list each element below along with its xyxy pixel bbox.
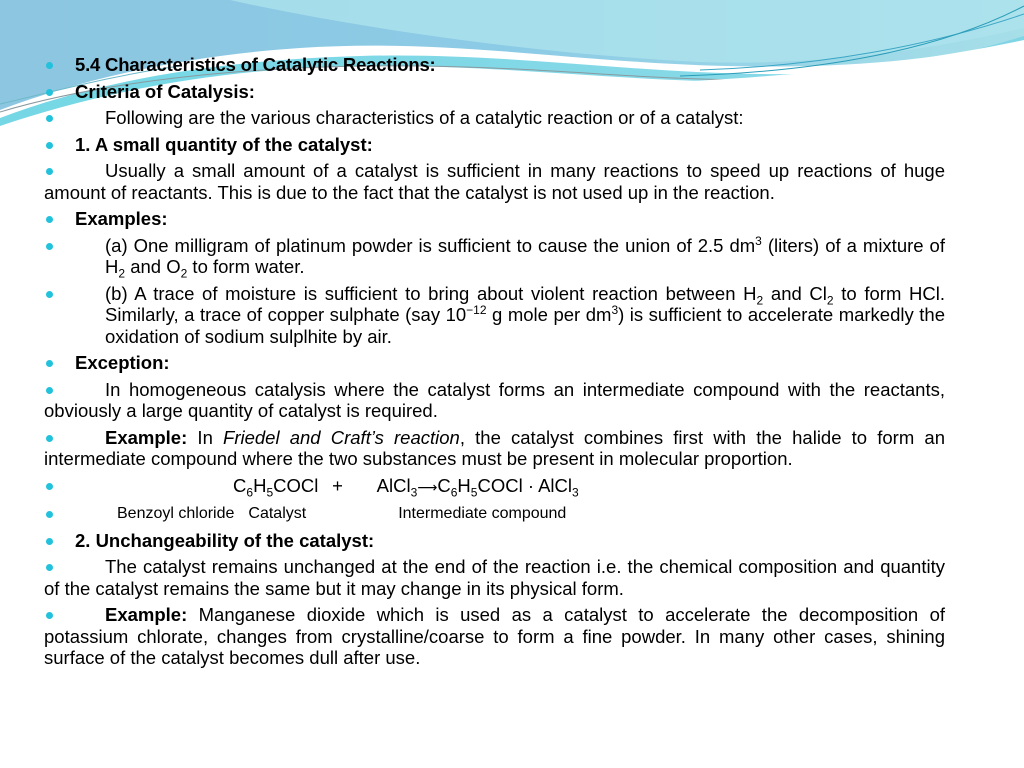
exception-label: Exception: <box>44 352 945 374</box>
example-a: (a) One milligram of platinum powder is sufficient to cause the union of 2.5 $dm^3$ (liters) of a mixture of $H_2$ and $O_2$ to form water. <box>44 235 945 278</box>
friedel-crafts-example: Example: In Friedel and Craft’s reaction, the catalyst combines first with the halide to form an intermediate compound where the two substances must be present in molecular proportion. <box>44 426 945 469</box>
section2-paragraph: The catalyst remains unchanged at the end of the reaction i.e. the chemical composition and quantity of the catalyst remains the same but it may change in its physical form. <box>44 556 945 599</box>
examples-label: Examples: <box>44 208 945 230</box>
exception-paragraph: In homogeneous catalysis where the catalyst forms an intermediate compound with the reactants, obviously a large quantity of catalyst is required. <box>44 378 945 421</box>
slide-body <box>44 54 945 674</box>
intro-paragraph: Following are the various characteristics of a catalytic reaction or of a catalyst: <box>44 107 945 129</box>
section2-title: 2. Unchangeability of the catalyst: <box>44 530 945 552</box>
section1-title: 1. A small quantity of the catalyst: <box>44 134 945 156</box>
section1-paragraph: Usually a small amount of a catalyst is sufficient in many reactions to speed up reactions of huge amount of reactants. This is due to the fact that the catalyst is not used up in the reaction. <box>44 160 945 203</box>
chemical-equation: $C_6H_5COCl$ + $AlCl_3⟶C_6H_5COCl$ · AlCl$_3$ <box>44 475 945 499</box>
slide-heading: 5.4 Characteristics of Catalytic Reactions: <box>44 54 945 76</box>
criteria-heading: Criteria of Catalysis: <box>44 81 945 103</box>
equation-labels: Benzoyl chloride Catalyst Intermediate compound <box>44 503 945 525</box>
reaction-arrow-icon: ⟶ <box>417 478 438 495</box>
section2-example: Example: Manganese dioxide which is used as a catalyst to accelerate the decomposition of potassium chlorate, changes from crystalline/coarse to form a fine powder. In many other cases, shining surface of the catalyst becomes dull after use. <box>44 604 945 668</box>
example-b: (b) A trace of moisture is sufficient to bring about violent reaction between $H_2$ and $Cl_2$ to form HCl. Similarly, a trace of copper sulphate (say $10^{-12}$ g mole per $dm^3$) is sufficient to accelerate markedly the oxidation of sodium sulplhite by air. <box>44 283 945 348</box>
